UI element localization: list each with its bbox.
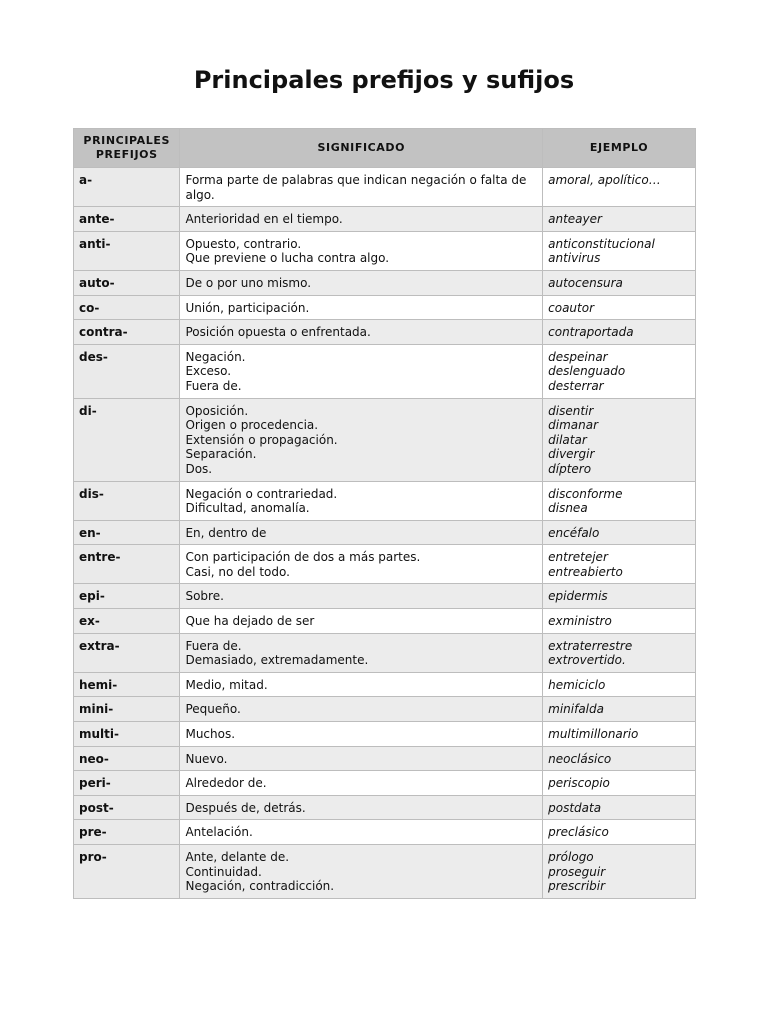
- meaning-cell: [180, 746, 543, 771]
- example-line: contraportada: [548, 325, 634, 340]
- table-row: [74, 584, 696, 609]
- table-row: [74, 270, 696, 295]
- meaning-line: Después de, detrás.: [185, 800, 306, 815]
- example-line: exministro: [548, 614, 612, 629]
- example-cell: [543, 545, 696, 584]
- prefix-cell: extra-: [74, 633, 180, 672]
- prefix-cell: pre-: [74, 820, 180, 845]
- table-row: [74, 320, 696, 345]
- example-line: preclásico: [548, 825, 609, 840]
- prefix-cell: di-: [74, 398, 180, 481]
- example-cell: [543, 520, 696, 545]
- example-line: amoral, apolítico…: [548, 173, 661, 187]
- example-cell: [543, 746, 696, 771]
- meaning-cell: [180, 820, 543, 845]
- example-line: prólogo: [548, 850, 594, 864]
- table-row: [74, 672, 696, 697]
- example-line: anteayer: [548, 212, 602, 227]
- meaning-line: Sobre.: [185, 589, 224, 604]
- table-row: [74, 771, 696, 796]
- meaning-cell: [180, 845, 543, 899]
- meaning-line: Medio, mitad.: [185, 677, 268, 692]
- meaning-cell: [180, 320, 543, 345]
- meaning-line: Negación, contradicción.: [185, 879, 335, 894]
- meaning-cell: [180, 344, 543, 398]
- meaning-cell: [180, 207, 543, 232]
- meaning-line: Fuera de.: [185, 378, 242, 393]
- example-cell: [543, 231, 696, 270]
- meaning-line: Antelación.: [185, 825, 253, 840]
- meaning-line: Dificultad, anomalía.: [185, 501, 310, 516]
- meaning-line: Anterioridad en el tiempo.: [185, 212, 343, 227]
- table-header-row: [74, 129, 696, 168]
- meaning-line: Exceso.: [185, 364, 232, 379]
- table-row: [74, 795, 696, 820]
- table-row: [74, 545, 696, 584]
- example-line: coautor: [548, 300, 595, 315]
- page-title: Principales prefijos y sufijos: [193, 66, 575, 94]
- meaning-line: Posición opuesta o enfrentada.: [185, 325, 371, 340]
- example-cell: [543, 722, 696, 747]
- example-line: autocensura: [548, 275, 623, 290]
- example-cell: [543, 584, 696, 609]
- example-line: extraterrestre: [548, 638, 633, 653]
- example-line: periscopio: [548, 776, 610, 791]
- example-cell: [543, 771, 696, 796]
- meaning-line: En, dentro de: [185, 525, 267, 540]
- prefix-cell: co-: [74, 295, 180, 320]
- table-row: [74, 344, 696, 398]
- example-cell: [543, 207, 696, 232]
- prefix-cell: peri-: [74, 771, 180, 796]
- meaning-line: Muchos.: [185, 727, 236, 742]
- table-row: [74, 820, 696, 845]
- table-row: [74, 609, 696, 634]
- table-row: [74, 295, 696, 320]
- meaning-cell: [180, 771, 543, 796]
- example-line: minifalda: [548, 702, 604, 717]
- example-cell: [543, 697, 696, 722]
- meaning-line: Que previene o lucha contra algo.: [185, 251, 390, 266]
- table-row: [74, 697, 696, 722]
- example-line: díptero: [548, 461, 592, 476]
- example-cell: [543, 845, 696, 899]
- meaning-cell: [180, 584, 543, 609]
- meaning-line: Ante, delante de.: [185, 850, 290, 864]
- example-line: proseguir: [548, 864, 606, 879]
- meaning-cell: [180, 231, 543, 270]
- meaning-cell: [180, 270, 543, 295]
- example-line: desterrar: [548, 378, 604, 393]
- table-row: [74, 231, 696, 270]
- header-prefixes: PRINCIPALES PREFIJOS: [74, 129, 180, 168]
- example-line: despeinar: [548, 349, 608, 364]
- meaning-cell: [180, 633, 543, 672]
- meaning-line: Origen o procedencia.: [185, 418, 319, 433]
- example-cell: [543, 795, 696, 820]
- example-cell: [543, 398, 696, 481]
- meaning-cell: [180, 609, 543, 634]
- table-row: [74, 722, 696, 747]
- meaning-line: Forma parte de palabras que indican negación o falta de algo.: [185, 173, 527, 202]
- meaning-line: Fuera de.: [185, 638, 242, 653]
- meaning-line: Negación o contrariedad.: [185, 486, 338, 501]
- meaning-line: Extensión o propagación.: [185, 432, 338, 447]
- meaning-line: Unión, participación.: [185, 300, 310, 315]
- meaning-line: Dos.: [185, 461, 213, 476]
- meaning-line: Opuesto, contrario.: [185, 236, 302, 251]
- meaning-line: Alrededor de.: [185, 776, 267, 791]
- example-line: disnea: [548, 501, 588, 516]
- example-line: hemiciclo: [548, 677, 606, 692]
- example-cell: [543, 481, 696, 520]
- meaning-line: Negación.: [185, 349, 246, 364]
- meaning-cell: [180, 722, 543, 747]
- prefix-cell: pro-: [74, 845, 180, 899]
- prefix-cell: mini-: [74, 697, 180, 722]
- meaning-line: Demasiado, extremadamente.: [185, 653, 369, 668]
- example-line: entreabierto: [548, 564, 623, 579]
- prefix-cell: des-: [74, 344, 180, 398]
- header-meaning: SIGNIFICADO: [180, 129, 543, 168]
- meaning-line: Continuidad.: [185, 864, 262, 879]
- example-line: encéfalo: [548, 525, 600, 540]
- meaning-cell: [180, 795, 543, 820]
- header-example: EJEMPLO: [543, 129, 696, 168]
- example-line: extrovertido.: [548, 653, 626, 668]
- example-line: dimanar: [548, 418, 599, 433]
- meaning-cell: [180, 481, 543, 520]
- prefix-cell: neo-: [74, 746, 180, 771]
- example-cell: [543, 168, 696, 207]
- meaning-line: Casi, no del todo.: [185, 564, 290, 579]
- table-body: [74, 168, 696, 899]
- example-line: deslenguado: [548, 364, 626, 379]
- meaning-line: Pequeño.: [185, 702, 241, 717]
- prefix-cell: ex-: [74, 609, 180, 634]
- example-line: disconforme: [548, 486, 623, 501]
- meaning-line: Que ha dejado de ser: [185, 614, 315, 629]
- table-row: [74, 207, 696, 232]
- meaning-cell: [180, 672, 543, 697]
- example-line: prescribir: [548, 879, 606, 894]
- prefix-cell: ante-: [74, 207, 180, 232]
- example-line: divergir: [548, 447, 595, 462]
- table-row: [74, 520, 696, 545]
- example-line: disentir: [548, 403, 594, 418]
- prefix-cell: entre-: [74, 545, 180, 584]
- meaning-line: De o por uno mismo.: [185, 275, 312, 290]
- meaning-cell: [180, 295, 543, 320]
- prefix-cell: anti-: [74, 231, 180, 270]
- prefix-cell: en-: [74, 520, 180, 545]
- prefix-cell: contra-: [74, 320, 180, 345]
- prefix-table: [73, 128, 696, 899]
- prefix-cell: auto-: [74, 270, 180, 295]
- example-line: entretejer: [548, 550, 608, 565]
- prefix-cell: dis-: [74, 481, 180, 520]
- prefix-cell: multi-: [74, 722, 180, 747]
- meaning-line: Nuevo.: [185, 751, 228, 766]
- example-cell: [543, 672, 696, 697]
- example-line: multimillonario: [548, 727, 639, 742]
- meaning-line: Separación.: [185, 447, 257, 462]
- example-line: dilatar: [548, 432, 587, 447]
- example-cell: [543, 320, 696, 345]
- example-cell: [543, 609, 696, 634]
- meaning-cell: [180, 398, 543, 481]
- example-line: neoclásico: [548, 751, 612, 766]
- meaning-cell: [180, 520, 543, 545]
- table-row: [74, 398, 696, 481]
- meaning-cell: [180, 545, 543, 584]
- prefix-cell: epi-: [74, 584, 180, 609]
- table-row: [74, 481, 696, 520]
- example-line: anticonstitucional: [548, 236, 655, 251]
- example-cell: [543, 820, 696, 845]
- table-row: [74, 633, 696, 672]
- meaning-line: Con participación de dos a más partes.: [185, 550, 421, 565]
- example-cell: [543, 633, 696, 672]
- example-cell: [543, 344, 696, 398]
- table-row: [74, 845, 696, 899]
- prefix-cell: a-: [74, 168, 180, 207]
- table-row: [74, 168, 696, 207]
- example-line: epidermis: [548, 589, 608, 604]
- prefix-cell: post-: [74, 795, 180, 820]
- meaning-line: Oposición.: [185, 403, 249, 418]
- example-cell: [543, 270, 696, 295]
- example-line: antivirus: [548, 251, 601, 266]
- meaning-cell: [180, 168, 543, 207]
- example-line: postdata: [548, 800, 602, 815]
- meaning-cell: [180, 697, 543, 722]
- example-cell: [543, 295, 696, 320]
- table-row: [74, 746, 696, 771]
- prefix-cell: hemi-: [74, 672, 180, 697]
